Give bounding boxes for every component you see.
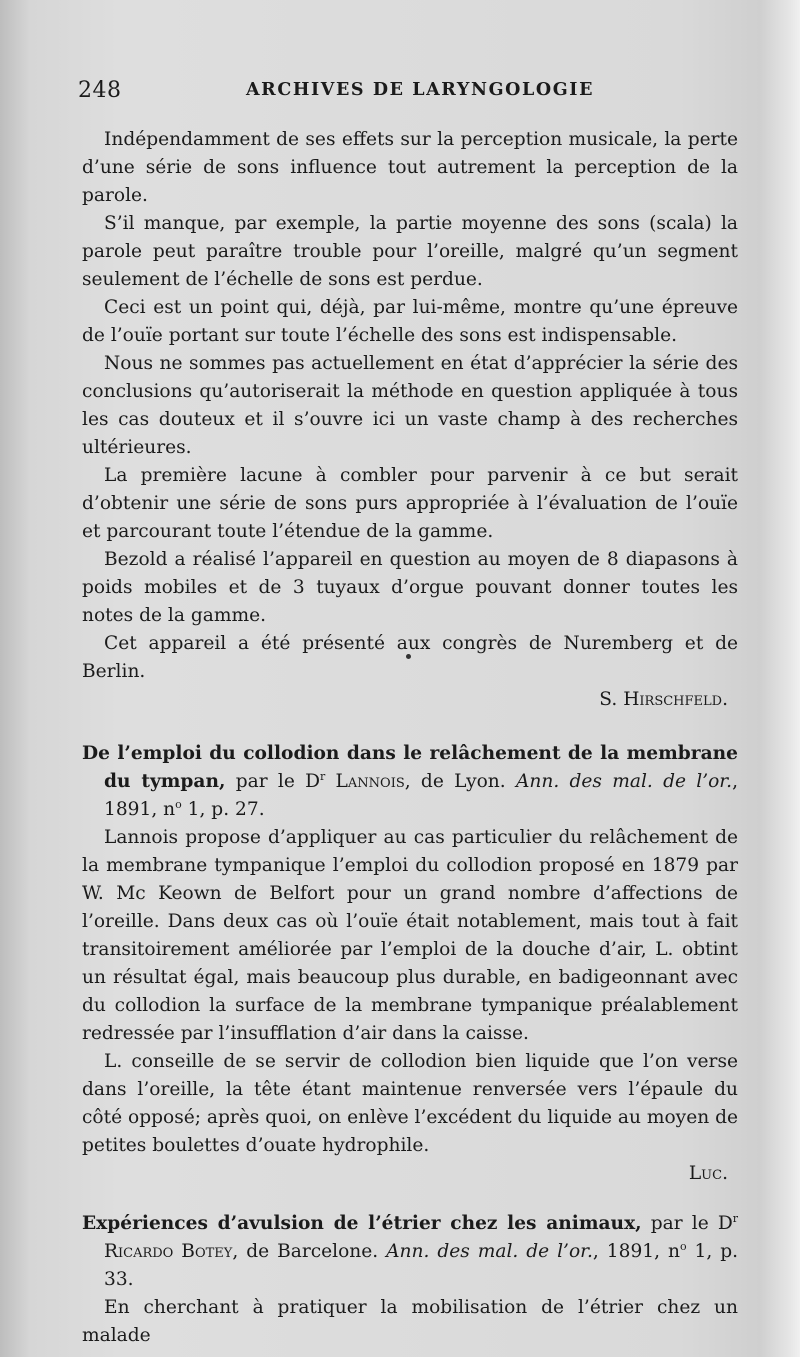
- article-heading: De l’emploi du collodion dans le relâchement de la membrane du tympan, par le $D^r$ Lannois, de Lyon. Ann. des mal. de l’or., 1891, $n^o$ 1, p. 27.: [82, 743, 738, 820]
- paragraph: Indépendamment de ses effets sur la perception musicale, la perte d’une série de sons influence tout autrement la perception de la parole.: [82, 129, 738, 206]
- running-title: ARCHIVES DE LARYNGOLOGIE: [246, 80, 595, 100]
- section-ornament: [406, 654, 411, 659]
- article-heading: Expériences d’avulsion de l’étrier chez les animaux, par le $D^r$ Ricardo Botey, de Barcelone. Ann. des mal. de l’or., 1891, $n^o$ 1, p. 33.: [82, 1211, 739, 1290]
- page-header: [78, 78, 738, 108]
- article-author: Lannois: [325, 771, 405, 792]
- paragraph: Cet appareil a été présenté aux congrès de Nuremberg et de Berlin.: [82, 633, 738, 682]
- paragraph: En cherchant à pratiquer la mobilisation de l’étrier chez un malade: [82, 1297, 738, 1346]
- page-number: 248: [78, 78, 122, 103]
- article-author: Ricardo Botey: [104, 1241, 233, 1262]
- paragraph: La première lacune à combler pour parvenir à ce but serait d’obtenir une série de sons purs appropriée à l’évaluation de l’ouïe et parcourant toute l’étendue de la gamme.: [82, 465, 738, 542]
- paragraph: Nous ne sommes pas actuellement en état d’apprécier la série des conclusions qu’autoriserait la méthode en question appliquée à tous les cas douteux et il s’ouvre ici un vaste champ à des recherches ultérieures.: [82, 353, 738, 458]
- article-title: Expériences d’avulsion de l’étrier chez les animaux,: [82, 1213, 642, 1234]
- journal-title: Ann. des mal. de l’or.: [386, 1241, 593, 1262]
- paragraph: Ceci est un point qui, déjà, par lui-même, montre qu’une épreuve de l’ouïe portant sur toute l’échelle des sons est indispensable.: [82, 297, 738, 346]
- paragraph: L. conseille de se servir de collodion bien liquide que l’on verse dans l’oreille, la tête étant maintenue renversée vers l’épaule du côté opposé; après quoi, on enlève l’excédent du liquide au moyen de petites boulettes d’ouate hydrophile.: [82, 1051, 738, 1156]
- paragraph: S’il manque, par exemple, la partie moyenne des sons (scala) la parole peut paraître trouble pour l’oreille, malgré qu’un segment seulement de l’échelle de sons est perdue.: [82, 213, 738, 290]
- signature: Luc.: [688, 1163, 728, 1184]
- signature: S. Hirschfeld.: [599, 689, 728, 710]
- paragraph: Lannois propose d’appliquer au cas particulier du relâchement de la membrane tympanique l’emploi du collodion proposé en 1879 par W. Mc Keown de Belfort pour un grand nombre d’affections de l’oreille. Dans deux cas où l’ouïe était notablement, mais tout à fait transitoirement améliorée par l’emploi de la douche d’air, L. obtint un résultat égal, mais beaucoup plus durable, en badigeonnant avec du collodion la surface de la membrane tympanique préalablement redressée par l’insufflation d’air dans la caisse.: [82, 827, 738, 1044]
- paragraph: Bezold a réalisé l’appareil en question au moyen de 8 diapasons à poids mobiles et de 3 tuyaux d’orgue pouvant donner toutes les notes de la gamme.: [82, 549, 738, 626]
- journal-title: Ann. des mal. de l’or.: [515, 771, 733, 792]
- article-title: De l’emploi du collodion dans le relâchement de la membrane du tympan,: [82, 743, 738, 792]
- body-text: [82, 126, 738, 1350]
